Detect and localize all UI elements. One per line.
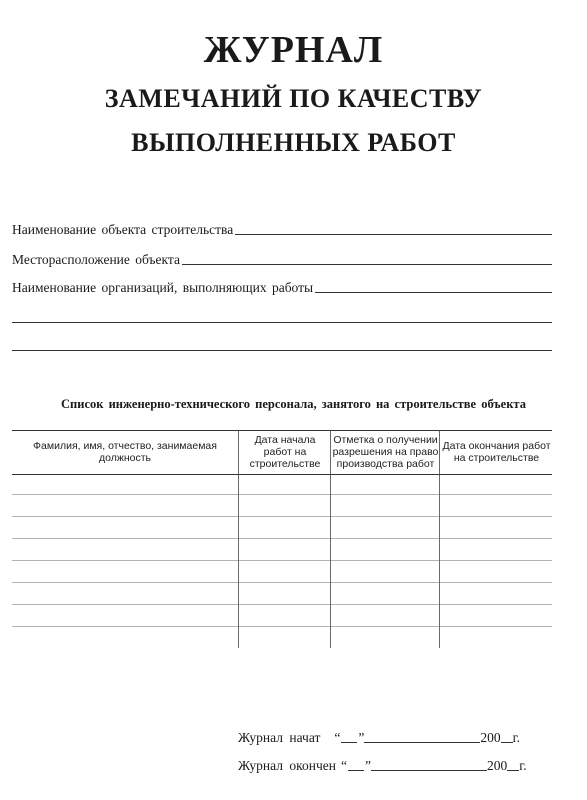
- signoff-ended-year-suffix: г.: [519, 758, 527, 773]
- field-location-line[interactable]: [182, 263, 552, 265]
- field-organizations[interactable]: [12, 280, 552, 296]
- document-subtitle-line-2: ВЫПОЛНЕННЫХ РАБОТ: [131, 128, 456, 157]
- field-location[interactable]: [12, 252, 552, 268]
- signoff-ended-month-field[interactable]: [371, 770, 487, 771]
- field-organizations-label: Наименование организаций, выполняющих работы: [12, 280, 314, 295]
- signoff-started-day-field[interactable]: [341, 742, 357, 743]
- staff-column-header-start-date: Дата начала работ на строительстве: [249, 434, 321, 470]
- signoff-started-year-suffix: г.: [512, 730, 521, 745]
- signoff-ended: [238, 758, 527, 774]
- signoff-ended-label: Журнал окончен: [238, 758, 336, 773]
- signoff-ended-year-field[interactable]: [507, 770, 519, 771]
- signoff-started-close-quote: ”: [358, 730, 365, 745]
- field-location-label: Месторасположение объекта: [12, 252, 180, 267]
- signoff-started-year-prefix: 200: [480, 730, 501, 745]
- signoff-ended-year-prefix: 200: [487, 758, 508, 773]
- signoff-started-open-quote: “: [334, 730, 341, 745]
- staff-list-heading: Список инженерно-технического персонала, занятого на строительстве объекта: [61, 397, 526, 411]
- staff-column-header-end-date: Дата окончания работ на строительстве: [442, 440, 551, 464]
- staff-column-header-permit: Отметка о получении разрешения на право производства работ: [332, 434, 439, 470]
- staff-column-header-name: Фамилия, имя, отчество, занимаемая должность: [33, 440, 217, 464]
- document-title: ЖУРНАЛ: [203, 29, 384, 71]
- field-organizations-continuation-line-1[interactable]: [12, 322, 552, 323]
- field-organizations-line[interactable]: [315, 291, 552, 293]
- field-object-name-line[interactable]: [235, 233, 552, 235]
- signoff-ended-close-quote: ”: [365, 758, 371, 773]
- document-subtitle-line-1: ЗАМЕЧАНИЙ ПО КАЧЕСТВУ: [104, 84, 483, 113]
- field-object-name[interactable]: [12, 222, 552, 238]
- staff-table: [12, 430, 552, 648]
- signoff-started-label: Журнал начат: [238, 730, 321, 745]
- signoff-started: [238, 730, 520, 746]
- signoff-ended-open-quote: “: [341, 758, 347, 773]
- signoff-started-year-field[interactable]: [501, 742, 513, 743]
- field-object-name-label: Наименование объекта строительства: [12, 222, 234, 237]
- signoff-started-month-field[interactable]: [364, 742, 480, 743]
- field-organizations-continuation-line-2[interactable]: [12, 350, 552, 351]
- signoff-ended-day-field[interactable]: [348, 770, 364, 771]
